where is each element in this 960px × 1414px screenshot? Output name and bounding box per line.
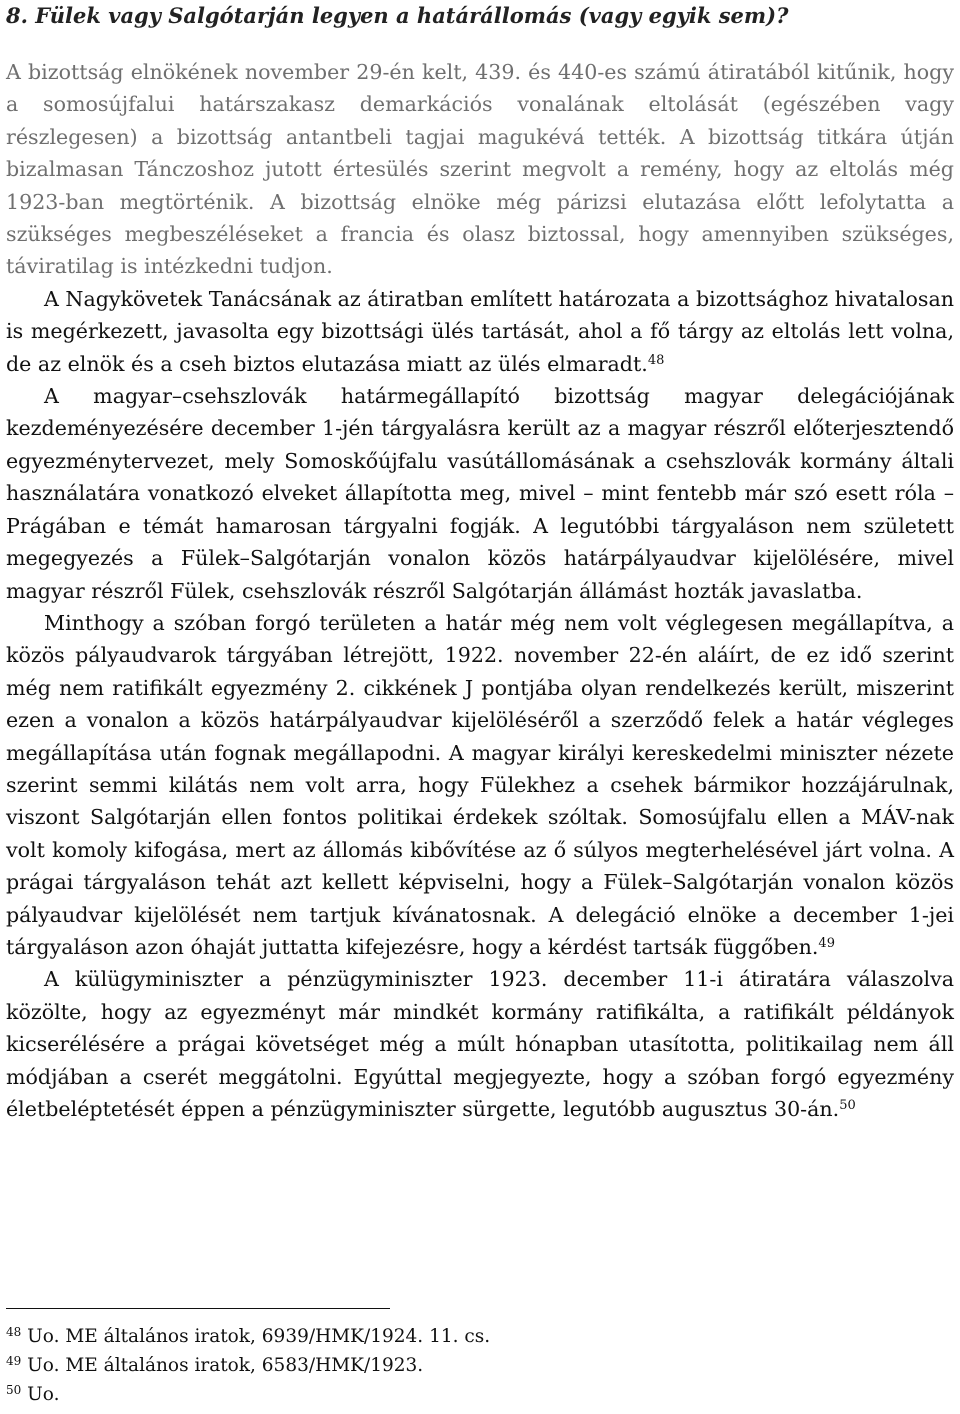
footnote-ref-49[interactable]: 49 [818,935,835,951]
paragraph-5 [6,963,954,1125]
footnote-number: 48 [6,1325,22,1339]
footnote-49 [6,1351,954,1380]
paragraph-4-text: Minthogy a szóban forgó területen a határ még nem volt véglegesen megállapítva, a közös pályaudvarok tárgyában létrejött, 1922. november 22-én aláírt, de ez idő szerint még nem ratifikált egyezmény 2. cikkének J pontjába olyan rendelkezés került, miszerint ezen a vonalon a közös határpályaudvar kijelöléséről a szerződő felek a határ végleges megállapítása után fognak megállapodni. A magyar királyi kereskedelmi miniszter nézete szerint semmi kilátás nem volt arra, hogy Fülekhez a csehek bármikor hozzájárulnak, viszont Salgótarján ellen fontos politikai érdekek szóltak. Somosújfalu ellen a MÁV-nak volt komoly kifogása, mert az állomás kibővítése az ő súlyos megterhelésével járt volna. A prágai tárgyaláson tehát azt kellett képviselni, hogy a Fülek–Salgótarján vonalon közös pályaudvar kijelölését nem tartjuk kívánatosnak. A delegáció elnöke a december 1-jei tárgyaláson azon óhaját juttatta kifejezésre, hogy a kérdést tartsák függőben. [6,610,954,959]
footnote-divider [6,1308,390,1309]
footnote-text: Uo. ME általános iratok, 6583/HMK/1923. [27,1355,424,1376]
footnote-ref-48[interactable]: 48 [647,352,665,368]
footnote-text: Uo. ME általános iratok, 6939/HMK/1924. 11. cs. [27,1326,491,1347]
footnote-ref-50[interactable]: 50 [839,1098,856,1113]
paragraph-3-text: A magyar–csehszlovák határmegállapító bizottság magyar delegációjának kezdeményezésére december 1-jén tárgyalásra került az a magyar részről előterjesztendő egyezménytervezet, mely Somoskőújfalu vasútállomásának a csehszlovák kormány általi használatára vonatkozó elveket állapította meg, mivel – mint fentebb már szó esett róla – Prágában e témát hamarosan tárgyalni fogják. A legutóbbi tárgyaláson nem született megegyezés a Fülek–Salgótarján vonalon közös határpályaudvar kijelölésére, mivel magyar részről Fülek, csehszlovák részről Salgótarján állámást hozták javaslatba. [6,384,954,603]
paragraph-5-text: A külügyminiszter a pénzügyminiszter 1923. december 11-i átiratára válaszolva közölte, hogy az egyezményt már mindkét kormány ratifikálta, a ratifikált példányok kicserélésére a prágai követséget még a múlt hónapban utasította, politikailag nem áll módjában a cserét meggátolni. Egyúttal megjegyezte, hogy a szóban forgó egyezmény életbeléptetését éppen a pénzügyminiszter sürgette, legutóbb augusztus 30-án. [6,967,954,1121]
body-text [6,56,954,1125]
footnote-text: Uo. [27,1384,60,1405]
section-heading: 8. Fülek vagy Salgótarján legyen a határállomás (vagy egyik sem)? [6,3,789,28]
paragraph-3 [6,380,954,607]
paragraph-2 [6,283,954,380]
paragraph-4 [6,607,954,963]
footnote-number: 49 [6,1354,22,1368]
paragraph-1 [6,56,954,283]
footnote-50 [6,1380,954,1409]
footnotes [6,1322,954,1409]
paragraph-1-text: A bizottság elnökének november 29-én kelt, 439. és 440-es számú átiratából kitűnik, hogy a somosújfalui határszakasz demarkációs vonalának eltolását (egészében vagy részlegesen) a bizottság antantbeli tagjai magukévá tették. A bizottság titkára útján bizalmasan Tánczoshoz jutott értesülés szerint megvolt a remény, hogy az eltolás még 1923-ban megtörténik. A bizottság elnöke még párizsi elutazása előtt lefolytatta a szükséges megbeszéléseket a francia és olasz biztossal, hogy amennyiben szükséges, táviratilag is intézkedni tudjon. [6,60,954,279]
footnote-number: 50 [6,1383,22,1397]
footnote-48 [6,1322,954,1351]
paragraph-2-text: A Nagykövetek Tanácsának az átiratban említett határozata a bizottsághoz hivatalosan is megérkezett, javasolta egy bizottsági ülés tartását, ahol a fő tárgy az eltolás lett volna, de az elnök és a cseh biztos elutazása miatt az ülés elmaradt. [6,286,955,376]
